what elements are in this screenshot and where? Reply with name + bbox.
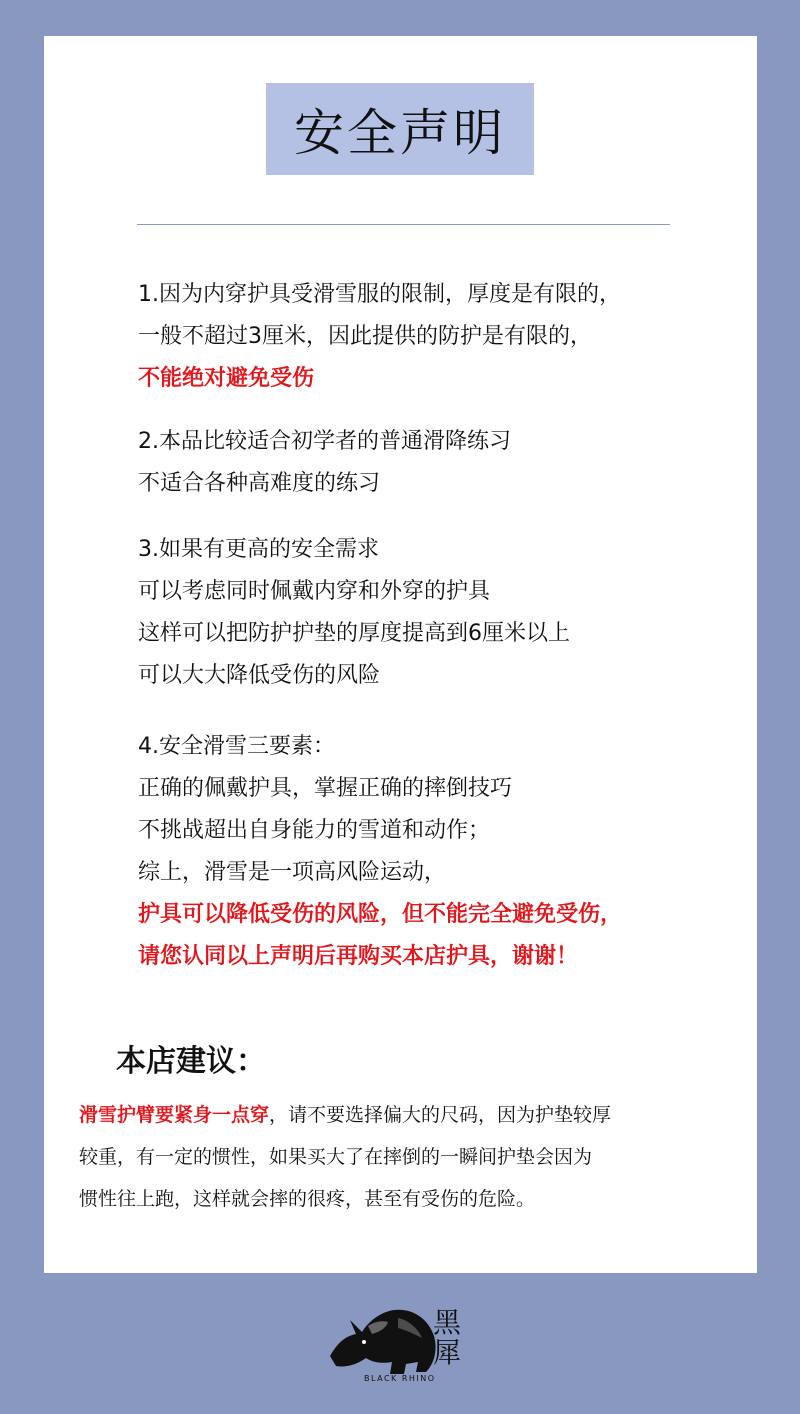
statement-item-4 (138, 726, 622, 978)
statement-item-1 (138, 274, 621, 400)
page-title: 安全声明 (294, 104, 506, 162)
statement-line: 不适合各种高难度的练习 (138, 471, 381, 496)
advice-highlight: 滑雪护臂要紧身一点穿 (79, 1104, 270, 1126)
logo-char: 黑 (432, 1306, 461, 1339)
statement-line: 1.因为内穿护具受滑雪服的限制，厚度是有限的， (138, 282, 621, 307)
rhino-icon (328, 1306, 438, 1378)
statement-item-2 (138, 421, 511, 505)
advice-line: 惯性往上跑，这样就会摔的很疼，甚至有受伤的危险。 (79, 1188, 536, 1210)
advice-heading: 本店建议： (116, 1044, 266, 1079)
statement-line: 4.安全滑雪三要素： (138, 734, 335, 759)
statement-item-3 (138, 529, 570, 697)
brand-logo (328, 1306, 488, 1388)
statement-warning-line: 护具可以降低受伤的风险，但不能完全避免受伤， (138, 902, 623, 927)
advice-text: ，请不要选择偏大的尺码，因为护垫较厚 (269, 1104, 612, 1126)
advice-line (79, 1094, 611, 1136)
statement-line: 一般不超过3厘米，因此提供的防护是有限的， (138, 324, 592, 349)
statement-line: 不挑战超出自身能力的雪道和动作； (138, 818, 491, 843)
statement-line: 这样可以把防护护垫的厚度提高到6厘米以上 (138, 621, 570, 646)
title-banner (266, 83, 534, 175)
logo-english-name: BLACK RHINO (364, 1374, 436, 1383)
advice-line: 较重，有一定的惯性，如果买大了在摔倒的一瞬间护垫会因为 (79, 1146, 593, 1168)
statement-line: 综上，滑雪是一项高风险运动， (138, 860, 447, 885)
statement-warning-line: 不能绝对避免受伤 (138, 366, 315, 391)
statement-warning-line: 请您认同以上声明后再购买本店护具，谢谢！ (138, 944, 579, 969)
logo-char: 犀 (432, 1336, 461, 1369)
statement-line: 3.如果有更高的安全需求 (138, 537, 379, 562)
logo-chinese-name (430, 1308, 464, 1368)
statement-line: 正确的佩戴护具，掌握正确的摔倒技巧 (138, 776, 513, 801)
statement-card (44, 36, 757, 1273)
title-divider (137, 224, 670, 225)
statement-line: 2.本品比较适合初学者的普通滑降练习 (138, 429, 511, 454)
statement-line: 可以大大降低受伤的风险 (138, 663, 381, 688)
statement-line: 可以考虑同时佩戴内穿和外穿的护具 (138, 579, 491, 604)
advice-paragraph (79, 1094, 611, 1220)
